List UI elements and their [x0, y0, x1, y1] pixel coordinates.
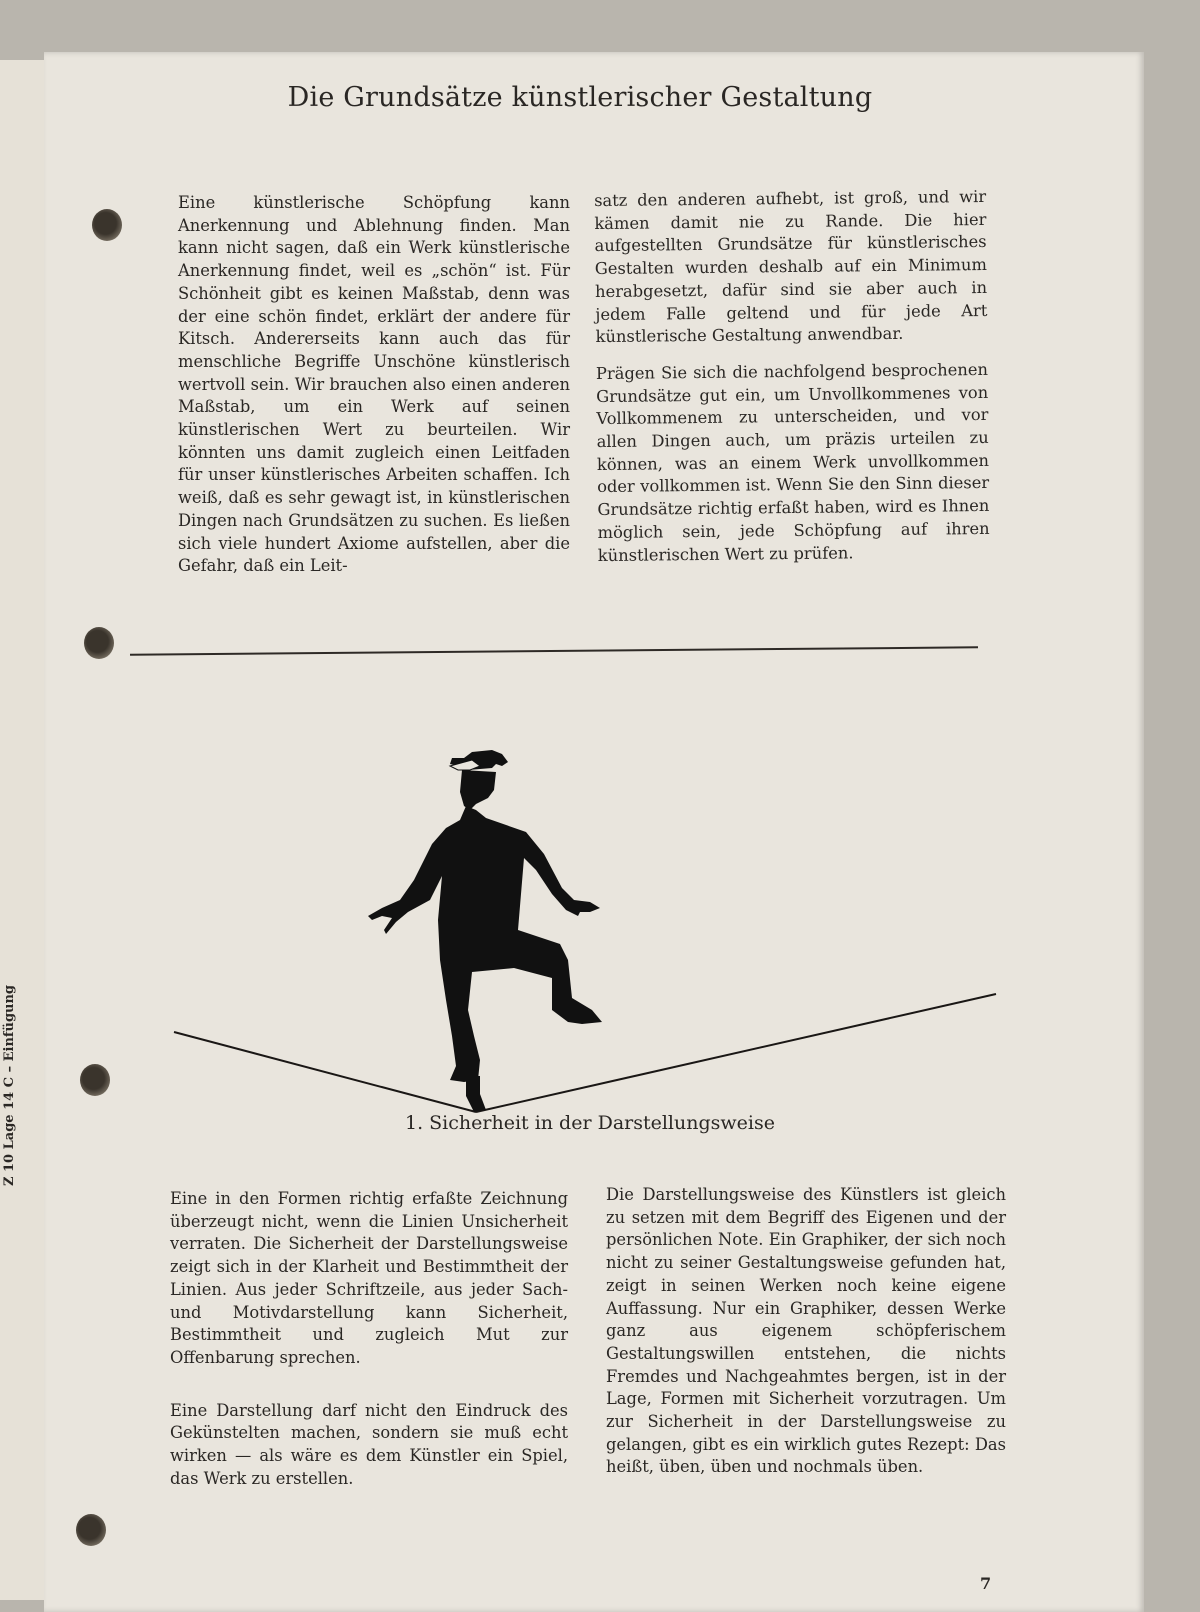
adjacent-page-edge	[0, 60, 47, 1600]
section1-paragraph: Eine Darstellung darf nicht den Eindruck des Gekünstelten machen, sondern sie muß echt wirken — als wäre es dem Künstler ein Spiel, das Werk zu erstellen.	[170, 1400, 568, 1488]
binder-hole	[80, 1064, 110, 1096]
margin-label: Z 10 Lage 14 C – Einfügung	[2, 984, 17, 1186]
page-title: Die Grundsätze künstlerischer Gestaltung	[287, 82, 873, 113]
intro-paragraph: Eine künstlerische Schöpfung kann Anerkennung und Ablehnung finden. Man kann nicht sagen, daß ein Werk künstlerische Anerkennung findet, weil es „schön“ ist. Für Schönheit gibt es keinen Maßstab, denn was der eine schön findet, erklärt der andere für Kitsch. Andererseits kann auch das für menschliche Begriffe Unschöne künstlerisch wertvoll sein. Wir brauchen also einen anderen Maßstab, um ein Werk auf seinen künstlerischen Wert zu beurteilen. Wir könnten uns damit zugleich einen Leitfaden für unser künstlerisches Arbeiten schaffen. Ich weiß, daß es sehr gewagt ist, in künstlerischen Dingen nach Grundsätzen zu suchen. Es ließen sich viele hundert Axiome aufstellen, aber die Gefahr, daß ein Leit-	[178, 193, 570, 576]
binder-hole	[84, 627, 114, 659]
intro-paragraph: satz den anderen aufhebt, ist groß, und wir kämen damit nie zu Rande. Die hier aufgestellten Grundsätze für künstlerisches Gestalten wurden deshalb auf ein Minimum herabgesetzt, dafür sind sie aber auch in jedem Falle geltend und für jede Art künstlerische Gestaltung anwendbar.	[594, 186, 988, 347]
section1-paragraph: Eine in den Formen richtig erfaßte Zeichnung überzeugt nicht, wenn die Linien Unsicherheit verraten. Die Sicherheit der Darstellungsweise zeigt sich in der Klarheit und Bestimmtheit der Linien. Aus jeder Schriftzeile, aus jeder Sach- und Motivdarstellung kann Sicherheit, Bestimmtheit und zugleich Mut zur Offenbarung sprechen.	[170, 1189, 568, 1367]
illustration-caption: 1. Sicherheit in der Darstellungsweise	[405, 1112, 775, 1134]
page-number: 7	[980, 1574, 992, 1593]
tightrope-right	[476, 994, 996, 1112]
tightrope-walker-icon	[368, 750, 602, 1112]
intro-paragraph: Prägen Sie sich die nachfolgend besprochenen Grundsätze gut ein, um Unvollkommenes von Vollkommenem zu unterscheiden, und vor allen Dingen auch, um präzis urteilen zu können, was an einem Werk unvollkommen oder vollkommen ist. Wenn Sie den Sinn dieser Grundsätze richtig erfaßt haben, wird es Ihnen möglich sein, jede Schöpfung auf ihren künstlerischen Wert zu prüfen.	[595, 359, 990, 565]
section1-column-right	[606, 1184, 1006, 1479]
binder-hole	[92, 209, 122, 241]
tightrope-illustration	[120, 740, 1000, 1120]
intro-column-left	[178, 192, 570, 578]
intro-column-right	[594, 186, 990, 567]
tightrope-left	[174, 1032, 476, 1112]
section1-column-left	[170, 1188, 568, 1490]
binder-hole	[76, 1514, 106, 1546]
section1-paragraph: Die Darstellungsweise des Künstlers ist gleich zu setzen mit dem Begriff des Eigenen und der persönlichen Note. Ein Graphiker, der sich noch nicht zu seiner Gestaltungsweise gefunden hat, zeigt in seinen Werken noch keine eigene Auffassung. Nur ein Graphiker, dessen Werke ganz aus eigenem schöpferischem Gestaltungswillen entstehen, die nichts Fremdes und Nachgeahmtes bergen, ist in der Lage, Formen mit Sicherheit vorzutragen. Um zur Sicherheit in der Darstellungsweise zu gelangen, gibt es ein wirklich gutes Rezept: Das heißt, üben, üben und nochmals üben.	[606, 1185, 1006, 1477]
